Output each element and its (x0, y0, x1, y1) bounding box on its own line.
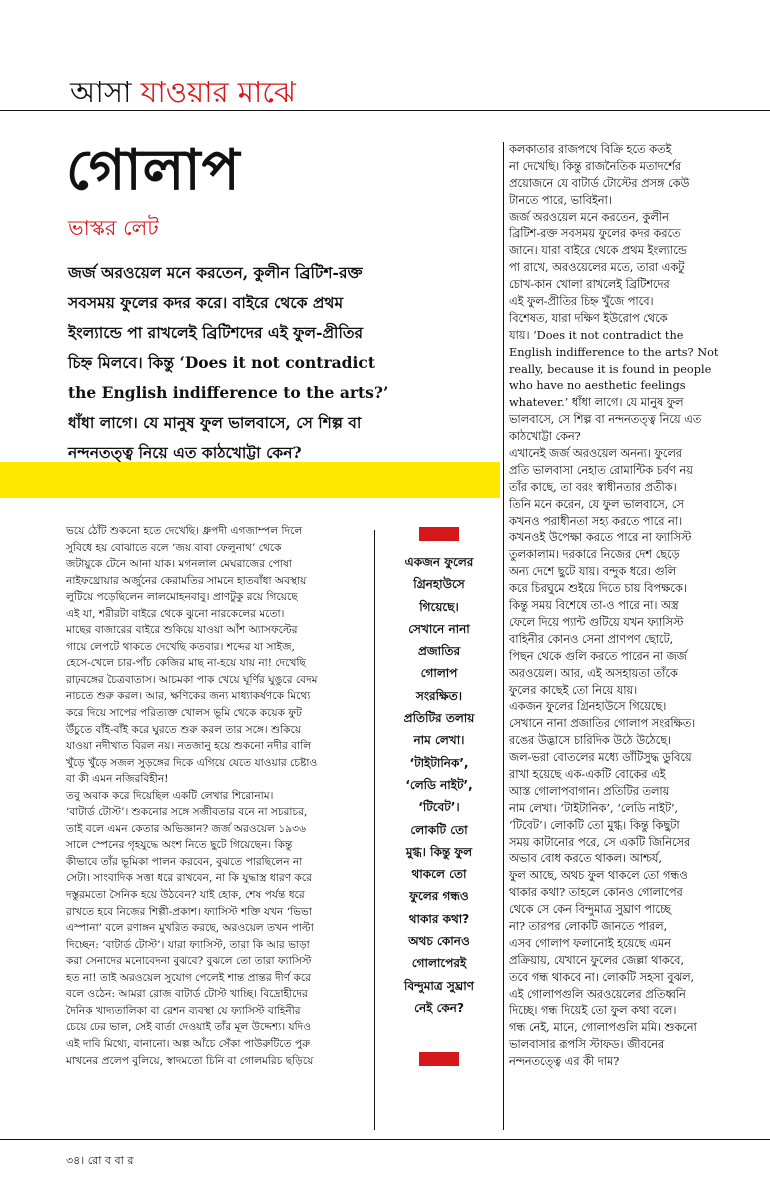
text-line: really, because it is found in people (509, 362, 712, 376)
text-line: জানে। যারা বাইরে থেকে প্রথম ইংল্যান্ডে (509, 244, 687, 258)
text-line: দিচ্ছেন: ‘বাটার্ড টোস্ট’। যারা ফ্যাসিস্ট, তারা কি আর ভাড়া (66, 938, 310, 951)
text-line: প্রতি ভালবাসা নেহাত রোমান্টিক চর্বণ নয় (509, 463, 693, 477)
text-line: জটায়ুকে টেনে আনা যাক। মগনলাল মেঘরাজের পোষা (66, 558, 292, 571)
text-line: পা রাখে, অরওয়েলের মতে, তারা একটু (509, 261, 685, 275)
text-line: এই গোলাপগুলি অরওয়েলের প্রতিধ্বনি (509, 987, 686, 1001)
text-line: সেখানে নানা প্রজাতির গোলাপ সংরক্ষিত। (509, 717, 696, 731)
pull-quote-line: মুগ্ধ। কিন্তু ফুল (405, 844, 473, 859)
pull-quote-line: গোলাপেরই (411, 956, 467, 971)
text-line: নাম লেখা। ‘টাইটানিক’, ‘লেডি নাইট’, (509, 801, 679, 815)
text-line: নাইফথ্রোয়ার অর্জুনের কেরামতির সামনে হাতবাঁধা অবস্থায় (66, 574, 307, 587)
pull-quote-line: গিয়েছে। (419, 599, 459, 614)
pull-quote-line: ফুলের গন্ধও (409, 889, 469, 904)
text-line: বিশেষত, যারা দক্ষিণ ইউরোপ থেকে (509, 311, 668, 325)
text-line: ব্রিটিশ-রক্ত সবসময় ফুলের কদর করতে (509, 227, 681, 241)
text-line: কিন্তু সময় বিশেষে তা-ও পারে না। অস্ত্র (509, 599, 679, 613)
text-line: তবু অবাক করে দিয়েছিল একটি লেখার শিরোনাম। (66, 789, 274, 802)
text-line: রাখতে হবে নিজের শিল্পী-প্রকাশ। ফ্যাসিস্ট শক্তি যখন ‘ভিভা (66, 905, 312, 918)
text-line: একজন ফুলের গ্রিনহাউসে গিয়েছে। (509, 700, 667, 714)
pull-quote-line: ‘লেডি নাইট’, (405, 777, 473, 792)
text-line: চোখ-কান খোলা রাখলেই ব্রিটিশদের (509, 278, 670, 292)
text-line: করা সেনাদের মনোবেদনা বুঝবে? বুঝলে তো তারা ফ্যাসিস্ট (66, 955, 312, 968)
standfirst-line: নন্দনতত্ত্ব নিয়ে এত কাঠখোট্টা কেন? (68, 443, 302, 462)
text-line: ফুলের কাছেই তো নিয়ে যায়। (509, 683, 638, 697)
text-line: যাওয়া নদীখাত বিরল নয়। নতজানু হয়ে শুকনো নদীর বালি (66, 740, 312, 753)
bottom-rule (0, 1139, 770, 1140)
text-line: কলকাতার রাজপথে বিক্রি হতে কতই (509, 143, 672, 156)
pull-quote-line: লোকটি তো (410, 822, 468, 837)
text-line: না? তারপর লোকটি জানতে পারল, (509, 919, 668, 933)
text-line: এখানেই জর্জ অরওয়েল অনন্য। ফুলের (509, 447, 682, 461)
text-line: মাখনের প্রলেপ বুলিয়ে, স্বাদমতো চিনি বা গোলমরিচ ছড়িয়ে (66, 1054, 314, 1067)
text-line: তাঁর কাছে, তা বরং স্বাধীনতার প্রতীক। (509, 480, 677, 494)
standfirst-line: the English indifference to the arts?’ (68, 383, 389, 402)
text-line: তবে গন্ধ থাকবে না। লোকটি সহসা বুঝল, (509, 970, 695, 984)
text-line: বাহিনীর কোনও সেনা প্রাণপণ ছোটে, (509, 632, 674, 646)
text-line: অরওয়েল। আর, এই অসহায়তা তাঁকে (509, 666, 678, 680)
text-line: সালে স্পেনের গৃহযুদ্ধে অংশ নিতে ছুটে গিয়েছেন। কিন্তু (66, 839, 293, 852)
pull-quote (379, 527, 499, 1019)
standfirst-line: ধাঁধা লাগে। যে মানুষ ফুল ভালবাসে, সে শিল্প বা (68, 413, 362, 432)
top-rule (0, 110, 770, 111)
pull-quote-line: প্রতিটির তলায় (403, 711, 475, 726)
text-line: হত না! তাই অরওয়েল সুযোগ পেলেই শান্ত প্রান্তর দীর্ণ করে (66, 971, 311, 984)
text-line: তাই বলে এমন কেতার অভিজ্ঞান? জর্জ অরওয়েল ১৯৩৬ (66, 822, 306, 835)
pull-quote-line: অথচ কোনও (408, 934, 470, 949)
text-line: না দেখেছি। কিন্তু রাজনৈতিক মতাদর্শের (509, 159, 681, 173)
text-line: জর্জ অরওয়েল মনে করতেন, কুলীন (509, 210, 669, 224)
text-line: রাখা হয়েছে এক-একটি বোকের এই (509, 767, 666, 781)
text-line: রঙের উদ্ভাসে চারিদিক উঠে উঠেছে। (509, 734, 672, 748)
text-line: জল-ভরা বোতলের মধ্যে ডাঁটিসুদ্ধ ডুবিয়ে (509, 751, 692, 765)
text-line: এই দাবি মিথ্যে, বানানো। অল্প আঁচে সেঁকা পাউরুটিতে পুরু (66, 1037, 311, 1050)
pull-quote-line: নেই কেন? (414, 1000, 464, 1015)
text-line: দস্তুরমতো সৈনিক হয়ে উঠবেন? যাই হোক, শেষ পর্যন্ত ধরে (66, 889, 305, 902)
text-line: লুটিয়ে পড়েছিলেন লালমোহনবাবু। প্রাণটুকু রয়ে গিয়েছে (66, 591, 298, 604)
text-line: ভয়ে ঠোঁট শুকনো হতে দেখেছি। ধ্রুপদী এগজাম্পল দিলে (66, 525, 303, 537)
text-line: হেসে-খেলে চার-পাঁচ কেজির মাছ না-হয়ে যায় না! দেখেছি (66, 657, 306, 670)
text-line: করে দিয়ে সাপের পরিত্যক্ত খোলস ভূমি থেকে কয়েক ফুট (66, 707, 302, 720)
pull-quote-line: একজন ফুলের (404, 555, 474, 569)
pull-quote-line: বিন্দুমাত্র সুঘ্রাণ (404, 978, 474, 993)
text-line: চেয়ে ঢের ভাল, সেই বার্তা দেওয়াই তাঁর মূল উদ্দেশ্য। যদিও (66, 1021, 312, 1034)
text-line: তুলকালাম। দরকারে নিজের দেশ ছেড়ে (509, 548, 680, 562)
main-text-column (66, 523, 369, 1069)
standfirst-line: সবসময় ফুলের কদর করে। বাইরে থেকে প্রথম (68, 293, 344, 312)
text-line: পিছন থেকে গুলি করতে পারেন না জর্জ (509, 649, 687, 663)
pull-quote-line: থাকার কথা? (408, 911, 470, 926)
pull-quote-text (379, 551, 499, 1019)
text-line: করে চিরঘুমে শুইয়ে দিতে চায় বিপক্ষকে। (509, 582, 687, 596)
text-line: কীভাবে তাঁর ভূমিকা পালন করবেন, বুঝতে পারছিলেন না (66, 855, 303, 868)
text-line: এই যা, শরীরটা বাইরে থেকে ঝুনো নারকেলের মতো। (66, 607, 285, 620)
text-line: তিনি মনে করেন, যে ফুল ভালবাসে, সে (509, 497, 684, 511)
text-line: অভাব বোধ করতে থাকল। আশ্চর্য, (509, 852, 662, 866)
pull-quote-line: ‘টিবেট’। (418, 800, 460, 815)
text-line: খুঁড়ে খুঁড়ে সজল সুড়ঙ্গের দিকে এগিয়ে যেতে যাওয়ার চেষ্টাও (66, 756, 318, 769)
article-headline: গোলাপ (66, 138, 241, 203)
pull-quote-line: থাকলে তো (411, 867, 467, 882)
text-line: ‘টিবেট’। লোকটি তো মুগ্ধ। কিন্তু কিছুটা (509, 818, 680, 832)
pull-quote-line: প্রজাতির (417, 644, 461, 659)
pull-quote-line: গোলাপ (420, 666, 458, 681)
text-line: অন্য দেশে ছুটে যায়। বন্দুক ধরে। গুলি (509, 565, 677, 579)
text-line: দিচ্ছে। গন্ধ দিয়েই তো ফুল কথা বলে। (509, 1004, 677, 1018)
kicker-part1: আসা (70, 75, 132, 109)
pull-quote-top-bar (419, 527, 459, 541)
text-line: ফুল আছে, অথচ ফুল থাকলে তো গন্ধও (509, 869, 688, 883)
section-kicker (70, 74, 296, 110)
right-text-column (509, 142, 749, 1071)
text-line: দৈনিক খাদ্যতালিকা বা রেশন ব্যবস্থা যে ফ্যাসিস্ট বাহিনীর (66, 1004, 301, 1017)
standfirst (68, 258, 498, 468)
text-line: English indifference to the arts? Not (509, 345, 719, 359)
text-line: ভালবাসার রূপসি স্টাফড। জীবনের (509, 1038, 665, 1052)
text-line: রাঢ়বঙ্গের চৈত্রবাতাস। আচমকা পাক খেয়ে ঘূর্ণির ঘুঙুরে বেদম (66, 673, 318, 686)
pull-quote-bottom-bar (419, 1052, 459, 1066)
text-line: টানতে পারে, ভাবিইনা। (509, 193, 612, 207)
text-line: whatever.’ ধাঁধা লাগে। যে মানুষ ফুল (509, 396, 684, 410)
text-line: গন্ধ নেই, মানে, গোলাপগুলি মমি। শুকনো (509, 1021, 697, 1035)
author-byline: ভাস্কর লেট (68, 216, 159, 240)
text-line: ‘বাটার্ড টোস্ট’। শুকনোর সঙ্গে সজীবতার বনে না সচরাচর, (66, 806, 308, 819)
standfirst-line: ইংল্যান্ডে পা রাখলেই ব্রিটিশদের এই ফুল-প্রীতির (68, 323, 364, 342)
text-line: বা কী এমন নজিরবিহীন! (66, 773, 169, 786)
text-line: কখনও পরাধীনতা সহ্য করতে পারে না। (509, 514, 683, 528)
text-line: এসব গোলাপ ফলানোই হয়েছে এমন (509, 936, 671, 950)
text-line: সেটা। সাংবাদিক সত্তা ধরে রাখবেন, না কি যুদ্ধাস্ত্র ধারণ করে (66, 872, 313, 885)
text-line: যায়। ‘Does it not contradict the (509, 328, 684, 342)
text-line: এই ফুল-প্রীতির চিহ্ন খুঁজে পাবে। (509, 295, 654, 309)
text-line: আস্ত গোলাপবাগান। প্রতিটির তলায় (509, 784, 670, 798)
column-rule-left (374, 530, 375, 1130)
text-line: এস্পানা’ বলে রণাঙ্গন মুখরিত করছে, অরওয়েল তখন পাল্টা (66, 922, 314, 935)
text-line: সময় কাটানোর পরে, সে একটি জিনিসের (509, 835, 691, 849)
text-line: বলে ওঠেন: আমরা রোজ বাটার্ড টোস্ট খাচ্ছি। বিদ্রোহীদের (66, 988, 308, 1001)
text-line: সুবিধে হয় বোঝাতে বলে ‘জয় বাবা ফেলুনাথ’ থেকে (66, 541, 282, 554)
kicker-part2: যাওয়ার মাঝে (140, 75, 296, 109)
text-line: মাছের বাজারের বাইরে শুকিয়ে যাওয়া আঁশ অ্যাসফল্টের (66, 624, 298, 637)
page-folio: ৩৪। রো ব বা র (66, 1154, 134, 1167)
pull-quote-line: গ্রিনহাউসে (413, 577, 465, 592)
standfirst-line: জর্জ অরওয়েল মনে করতেন, কুলীন ব্রিটিশ-রক্ত (68, 263, 363, 282)
pull-quote-line: ‘টাইটানিক’, (409, 755, 469, 770)
text-line: কাঠখোট্টা কেন? (509, 430, 581, 444)
pull-quote-line: সংরক্ষিত। (415, 688, 463, 703)
standfirst-line: চিহ্ন মিলবে। কিন্তু ‘Does it not contradict (68, 353, 375, 372)
text-line: প্রয়োজনে যে বাটার্ড টোস্টের প্রসঙ্গ কেউ (509, 176, 690, 190)
pull-quote-line: সেখানে নানা (408, 621, 470, 636)
text-line: who have no aesthetic feelings (509, 379, 686, 393)
text-line: থাকার কথা? তাহলে কোনও গোলাপের (509, 886, 683, 900)
text-line: ফেলে দিয়ে প্যান্ট গুটিয়ে যখন ফ্যাসিস্ট (509, 615, 684, 629)
text-line: কখনওই উপেক্ষা করতে পারে না ফ্যাসিস্ট (509, 531, 692, 545)
yellow-divider-band (0, 462, 500, 498)
text-line: নাচতে শুরু করল। আর, ক্ষণিকের জন্য মাধ্যাকর্ষণকে মিথ্যে (66, 690, 311, 703)
column-rule-middle (503, 142, 504, 1130)
text-line: গায়ে লেপটে থাকতে দেখেছি কতবার। শব্দের যা সাইজ, (66, 640, 295, 653)
text-line: প্রক্রিয়ায়, যেখানে ফুলের জেল্লা থাকবে, (509, 953, 685, 967)
text-line: ভালবাসে, সে শিল্প বা নন্দনতত্ত্ব নিয়ে এত (509, 413, 702, 427)
text-line: থেকে সে কেন বিন্দুমাত্র সুঘ্রাণ পাচ্ছে (509, 903, 671, 917)
text-line: উঁচুতে বাঁই-বাঁই করে ঘুরতে শুরু করল তার সঙ্গে। শুকিয়ে (66, 723, 302, 736)
text-line: নন্দনতত্ত্বে এর কী দাম? (509, 1055, 620, 1069)
pull-quote-line: নাম লেখা। (413, 733, 465, 748)
